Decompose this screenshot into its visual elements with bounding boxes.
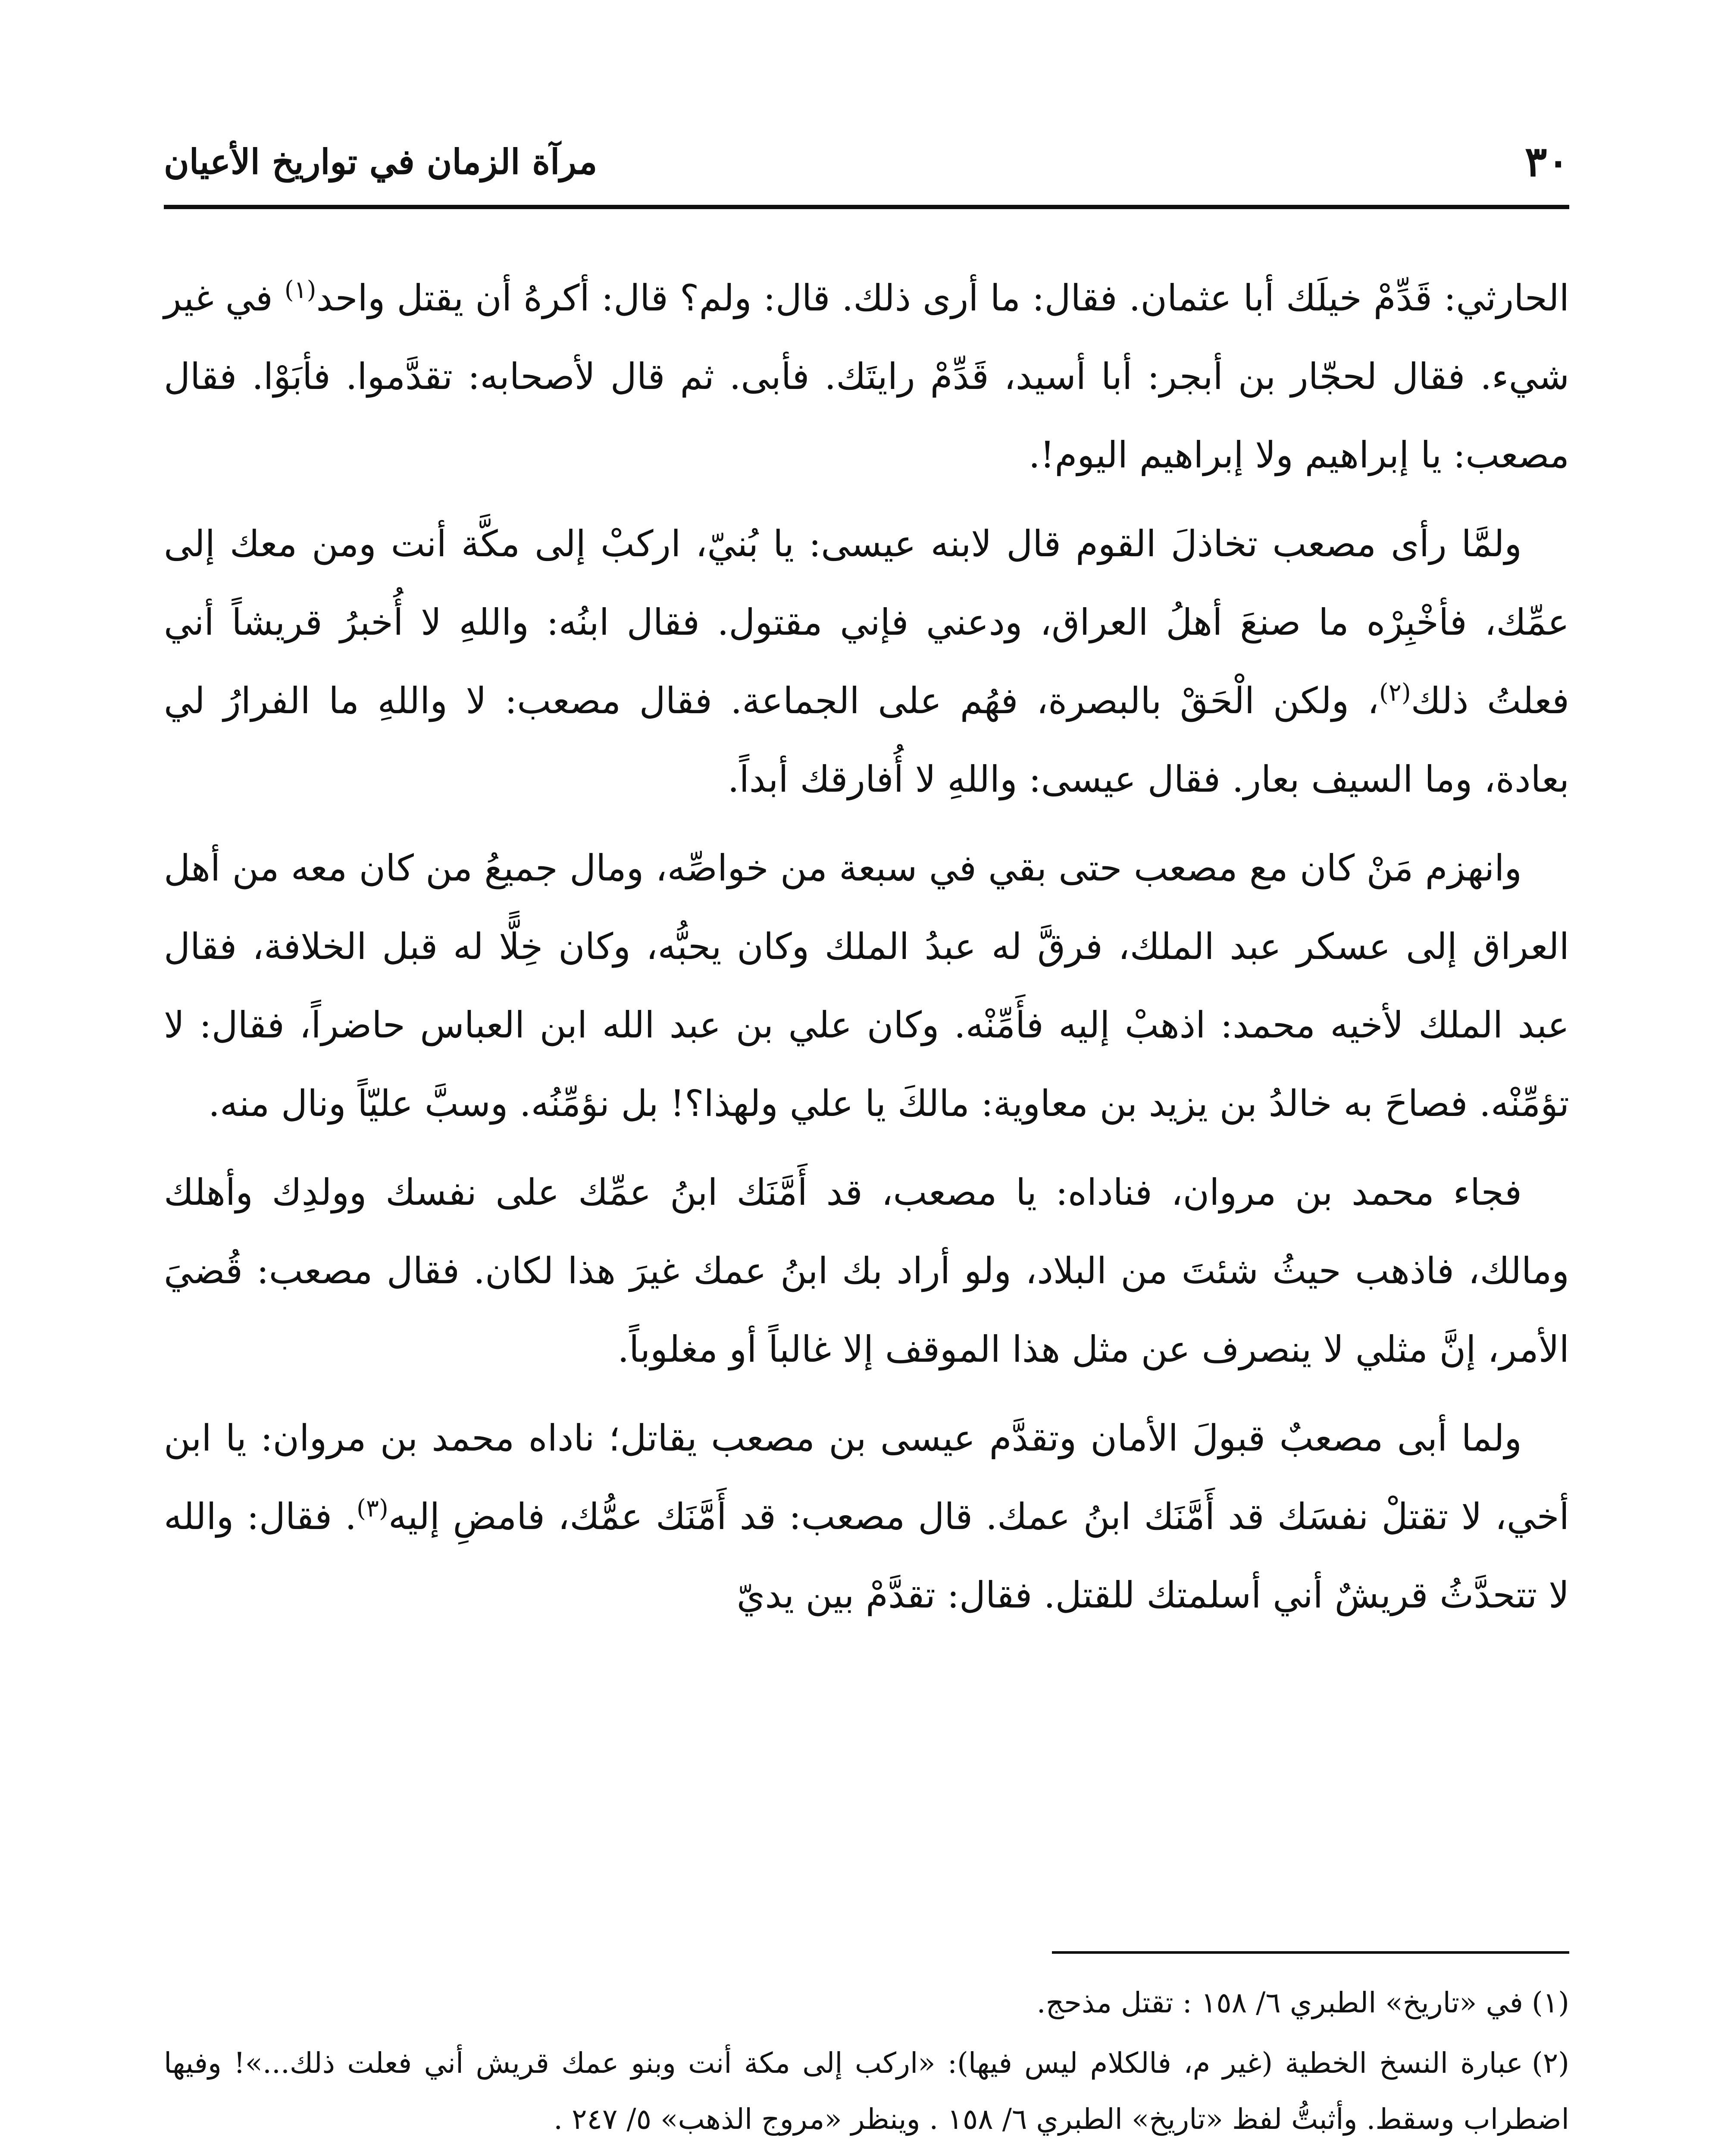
paragraph-3: وانهزم مَنْ كان مع مصعب حتى بقي في سبعة من خواصِّه، ومال جميعُ من كان معه من أهل العراق إلى عسكر عبد الملك، فرقَّ له عبدُ الملك وكان يحبُّه، وكان خِلًّا له قبل الخلافة، فقال عبد الملك لأخيه محمد: اذهبْ إليه فأَمِّنْه. وكان علي بن عبد الله ابن العباس حاضراً، فقال: لا تؤمِّنْه. فصاحَ به خالدُ بن يزيد بن معاوية: مالكَ يا علي ولهذا؟! بل نؤمِّنُه. وسبَّ عليّاً ونال منه.: [164, 847, 1569, 1125]
paragraph-4: فجاء محمد بن مروان، فناداه: يا مصعب، قد أَمَّنَك ابنُ عمِّك على نفسك وولدِك وأهلك ومالك، فاذهب حيثُ شئتَ من البلاد، ولو أراد بك ابنُ عمك غيرَ هذا لكان. فقال مصعب: قُضيَ الأمر، إنَّ مثلي لا ينصرف عن مثل هذا الموقف إلا غالباً أو مغلوباً.: [164, 1171, 1569, 1370]
footnote-2: [164, 2035, 1569, 2147]
page-header: [164, 129, 1569, 194]
paragraph-2-text-cont: ، ولكن الْحَقْ بالبصرة، فهُم على الجماعة. فقال مصعب: لا واللهِ ما الفرارُ لي بعادة، وما السيف بعار. فقال عيسى: واللهِ لا أُفارقك أبداً.: [164, 680, 1569, 800]
main-text: [164, 259, 1569, 1645]
paragraph-1-text-cont: في غير شيء. فقال لحجّار بن أبجر: أبا أسيد، قَدِّمْ رايتَك. فأبى. ثم قال لأصحابه: تقدَّموا. فأبَوْا. فقال مصعب: يا إبراهيم ولا إبراهيم اليوم!.: [164, 277, 1569, 476]
footnote-ref-2: (٢): [1379, 679, 1411, 707]
footnote-1: [164, 1975, 1569, 2031]
footnote-3: [164, 2152, 1569, 2156]
footnote-1-text: في «تاريخ» الطبري ٦/ ١٥٨ : تقتل مذحج.: [1036, 1986, 1524, 2019]
footnote-ref-1: (١): [284, 276, 316, 304]
paragraph-2-text: ولمَّا رأى مصعب تخاذلَ القوم قال لابنه عيسى: يا بُنيّ، اركبْ إلى مكَّة أنت ومن معك إلى عمِّك، فأخْبِرْه ما صنعَ أهلُ العراق، ودعني فإني مقتول. فقال ابنُه: واللهِ لا أُخبرُ قريشاً أني فعلتُ ذلك: [164, 523, 1570, 722]
paragraph-2: [164, 505, 1569, 818]
header-divider: [164, 205, 1569, 209]
page-number: ٣٠: [1524, 137, 1569, 186]
footnotes: [164, 1975, 1569, 2156]
running-title: مرآة الزمان في تواريخ الأعيان: [164, 141, 598, 182]
footnote-ref-3: (٣): [357, 1495, 388, 1523]
paragraph-5-text-cont: . فقال: والله لا تتحدَّثُ قريشٌ أني أسلمتك للقتل. فقال: تقدَّمْ بين يديّ: [164, 1495, 1569, 1616]
paragraph-1-text: الحارثي: قَدِّمْ خيلَك أبا عثمان. فقال: ما أرى ذلك. قال: ولم؟ قال: أكرهُ أن يقتل واحد: [316, 277, 1569, 319]
paragraph-5-text: ولما أبى مصعبٌ قبولَ الأمان وتقدَّم عيسى بن مصعب يقاتل؛ ناداه محمد بن مروان: يا ابن أخي، لا تقتلْ نفسَك قد أَمَّنَك ابنُ عمك. قال مصعب: قد أَمَّنَك عمُّك، فامضِ إليه: [164, 1417, 1570, 1538]
footnote-divider: [1052, 1951, 1569, 1954]
footnote-1-number: (١): [1532, 1986, 1569, 2019]
paragraph-5: [164, 1399, 1569, 1634]
footnote-2-text: عبارة النسخ الخطية (غير م، فالكلام ليس فيها): «اركب إلى مكة أنت وبنو عمك قريش أني فعلت ذلك...»! وفيها اضطراب وسقط. وأثبتُّ لفظ «تاريخ» الطبري ٦/ ١٥٨ . وينظر «مروج الذهب» ٥/ ٢٤٧ .: [164, 2046, 1569, 2136]
footnote-2-number: (٢): [1532, 2046, 1569, 2080]
paragraph-1: [164, 259, 1569, 494]
